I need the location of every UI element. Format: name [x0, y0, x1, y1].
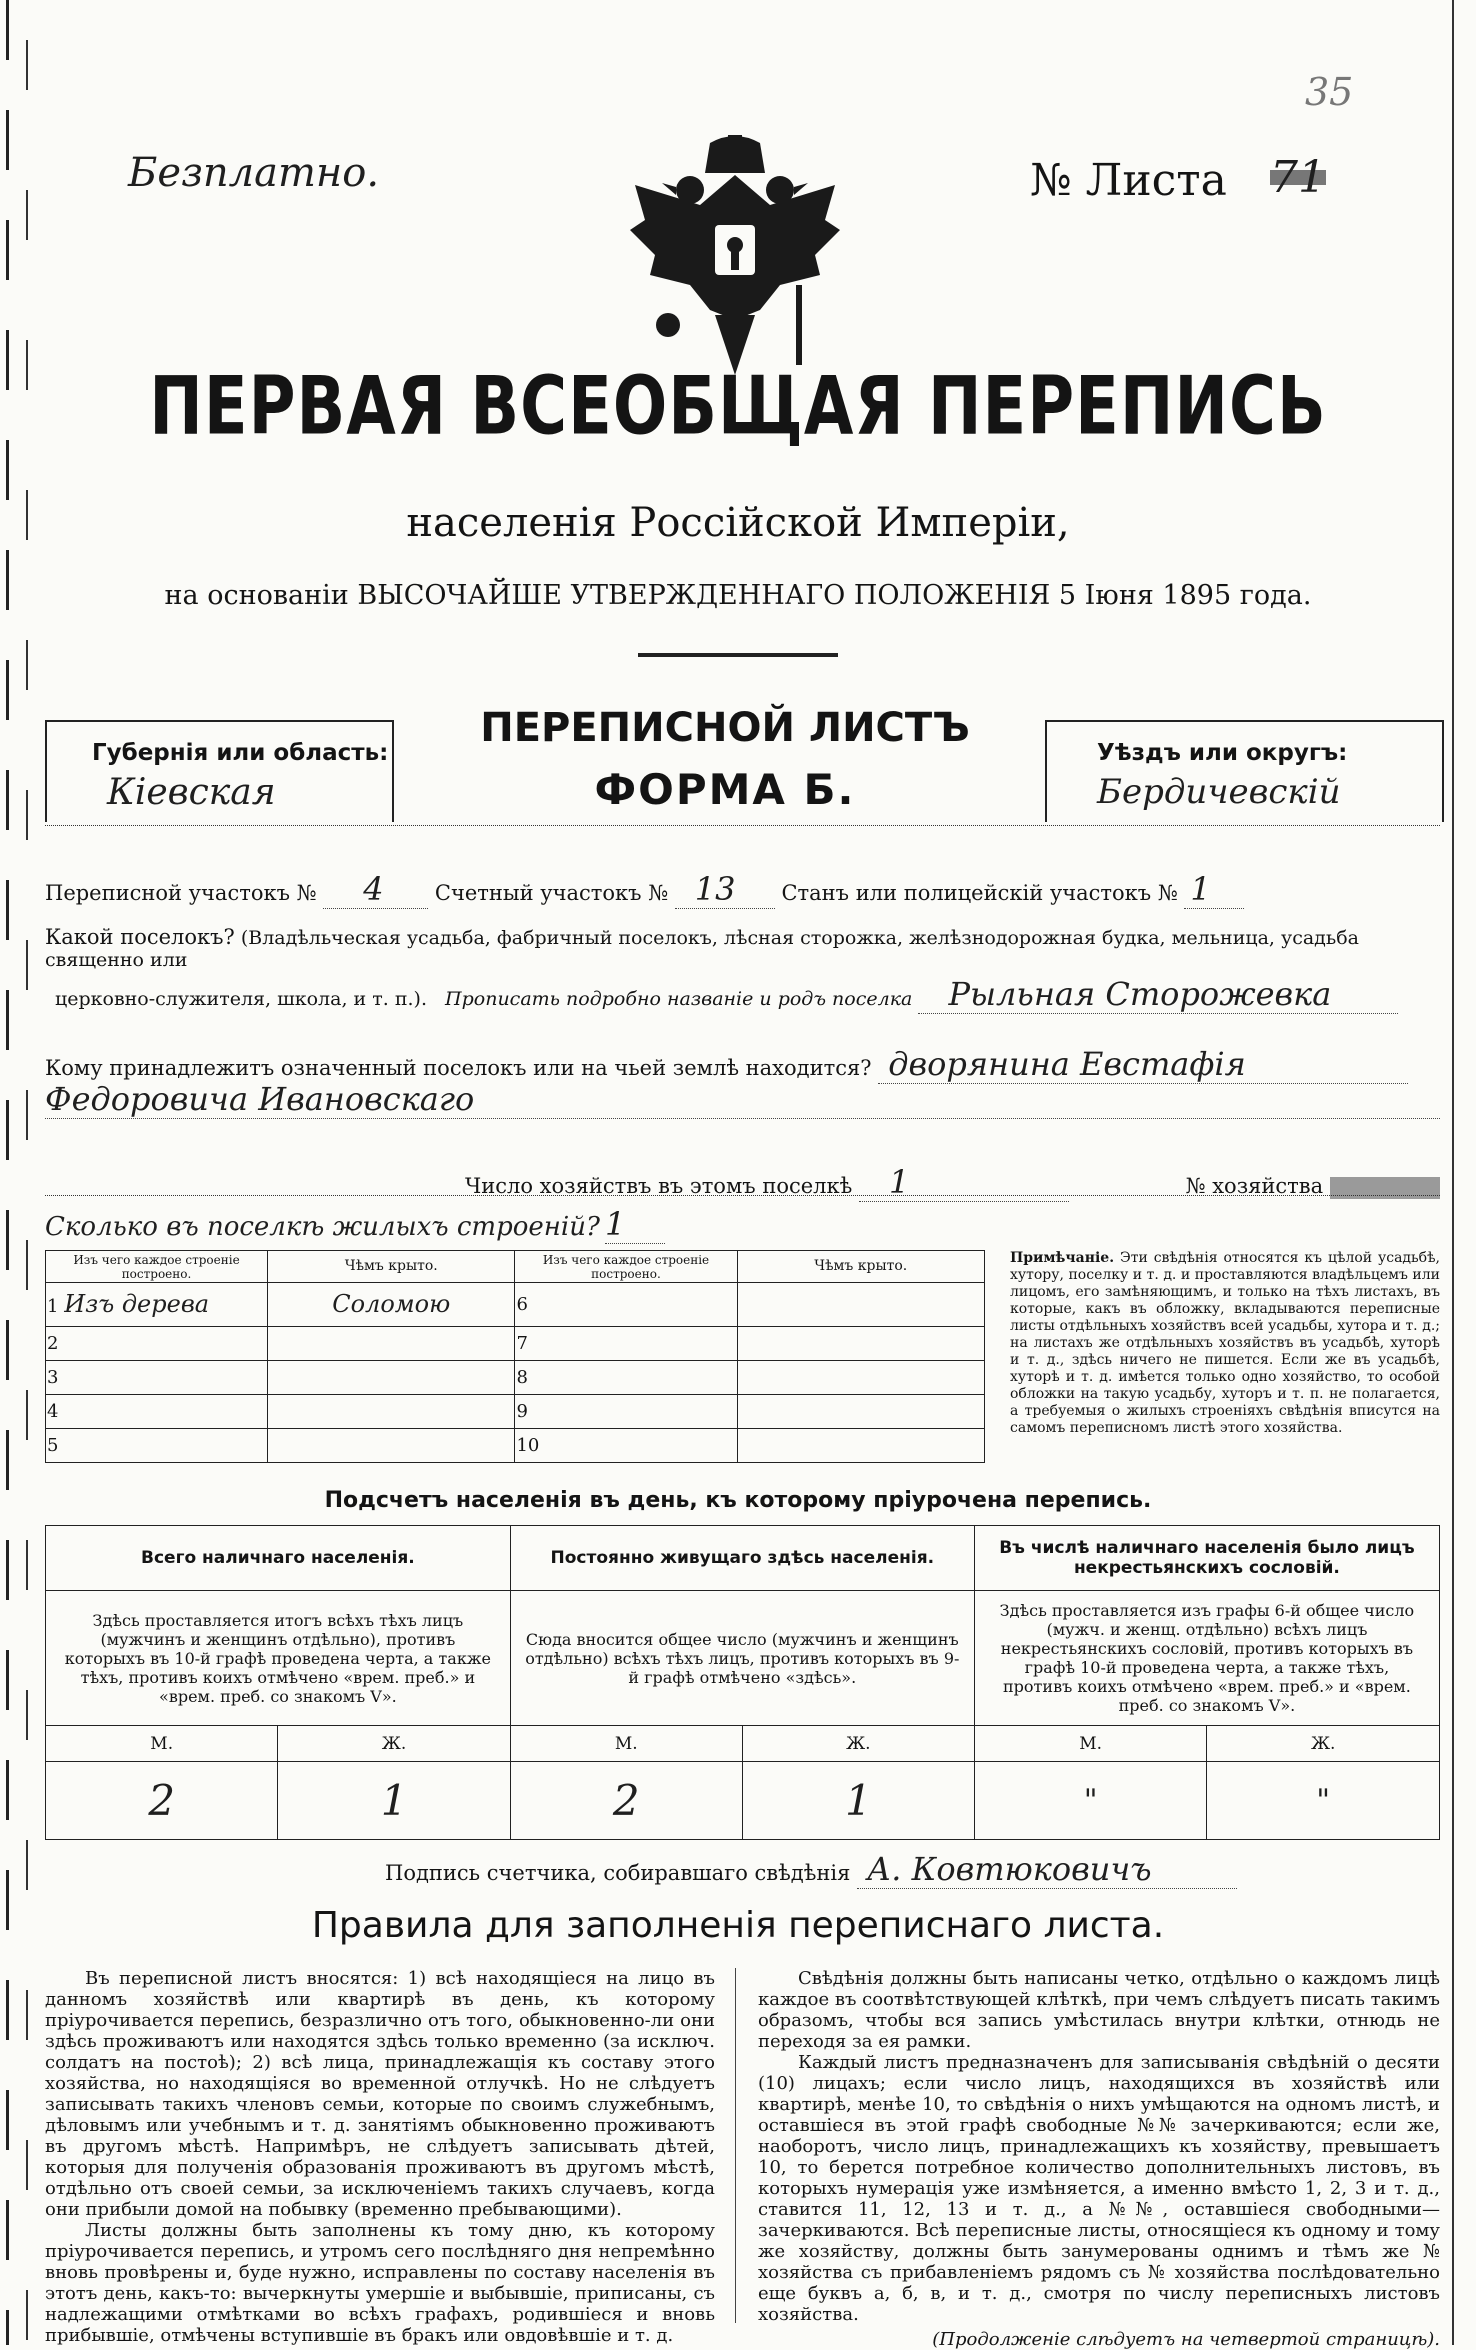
- building-number: 9: [516, 1400, 528, 1422]
- count-col2-head: Постоянно живущаго здѣсь населенія.: [510, 1526, 974, 1591]
- buildings-value: 1: [605, 1205, 665, 1244]
- count-m-3: М.: [974, 1726, 1207, 1762]
- signature-label: Подпись счетчика, собиравшаго свѣдѣнія: [385, 1861, 851, 1885]
- building-number: 2: [47, 1332, 59, 1354]
- signature-row: [385, 1850, 1385, 1889]
- households-label: Число хозяйствъ въ этомъ поселкѣ: [465, 1174, 853, 1198]
- building-row: [46, 1394, 985, 1428]
- subtitle: населенія Россійской Имперіи,: [406, 500, 1070, 546]
- count-value-c1z: 1: [278, 1762, 510, 1840]
- owner-value: дворянина Евстафія: [878, 1045, 1408, 1084]
- buildings-note: [1010, 1250, 1440, 1437]
- rules-left-p2: Листы должны быть заполнены къ тому дню, къ которому пріурочивается перепись, и утромъ сего послѣдняго дня непремѣнно вновь провѣрены и, буде нужно, исправлены по составу населенія въ этотъ день, какъ-то: вычеркнуты умершіе и выбывшіе, приписаны, съ надлежащими отмѣтками во всѣхъ графахъ, родившіеся и вновь прибывшіе, отмѣчены вступившіе въ бракъ или овдовѣвшіе и т. д.: [45, 2220, 715, 2346]
- poselok-row: [45, 925, 1440, 971]
- count-col1-head: Всего наличнаго населенія.: [46, 1526, 511, 1591]
- rules-left-p1: Въ переписной листъ вносятся: 1) всѣ находящіеся на лицо въ данномъ хозяйствѣ или квартирѣ въ день, къ которому пріурочивается перепись, безразлично отъ того, обыкновенно-ли они здѣсь проживаютъ или находятся здѣсь только временно (за исключ. солдатъ на постоѣ); 2) всѣ лица, принадлежащія къ составу этого хозяйства, но находящіяся во временной отлучкѣ. Но не слѣдуетъ записывать такихъ членовъ семьи, которые по своимъ служебнымъ, дѣловымъ или учебнымъ и т. д. занятіямъ обыкновенно проживаютъ въ другомъ мѣстѣ. Напримѣръ, не слѣдуетъ записывать дѣтей, которыя для полученія образованія проживаютъ въ другомъ мѣстѣ, отдѣльно отъ своей семьи, за исключеніемъ такихъ случаевъ, когда они прибыли домой на побывку (временно пребывающими).: [45, 1968, 715, 2220]
- note-text: Эти свѣдѣнія относятся къ цѣлой усадьбѣ, хутору, поселку и т. д. и проставляются владѣльцемъ или лицомъ, его замѣняющимъ, и только на тѣхъ листахъ, въ которые, какъ въ обложку, вкладываются переписные листы отдѣльныхъ хозяйствъ всей усадьбы, хутора и т. д.; на листахъ же отдѣльныхъ хозяйствъ въ усадьбѣ, хуторѣ и т. д., здѣсь ничего не пишется. Если же въ усадьбѣ, хуторѣ и т. д. имѣется только одно хозяйство, то особой обложки на такую усадьбу, хуторъ и т. п. не полагается, а требуемыя о жилыхъ строеніяхъ свѣдѣнія вписутся на самомъ переписномъ листѣ этого хозяйства.: [1010, 1250, 1440, 1436]
- poselok-value: Рыльная Сторожевка: [918, 975, 1398, 1014]
- poselok-instruction: Прописать подробно названіе и родъ поселка: [445, 988, 913, 1010]
- building-number: 10: [516, 1434, 540, 1456]
- basis-line: на основаніи ВЫСОЧАЙШЕ УТВЕРЖДЕННАГО ПОЛОЖЕНІЯ 5 Іюня 1895 года.: [164, 580, 1312, 611]
- sheet-number-value: 71: [1270, 152, 1326, 203]
- page-left-margin-marks: [6, 0, 9, 2345]
- households-value: 1: [859, 1163, 1069, 1202]
- count-col3-head: Въ числѣ наличнаго населенія было лицъ некрестьянскихъ сословій.: [974, 1526, 1439, 1591]
- count-m-1: М.: [46, 1726, 278, 1762]
- rules-column-divider: [735, 1968, 736, 2323]
- building-roof: Соломою: [332, 1290, 451, 1319]
- sheet-number-label: № Листа: [1030, 155, 1227, 206]
- count-table: [45, 1525, 1440, 1840]
- uezd-label: Уѣздъ или округъ:: [1097, 740, 1348, 766]
- fields-rule: [45, 1195, 1440, 1196]
- rules-right-p1: Свѣдѣнія должны быть написаны четко, отдѣльно о каждомъ лицѣ каждое въ соотвѣтствующей клѣткѣ, при чемъ слѣдуетъ писать такимъ образомъ, чтобы вся запись умѣстилась внутри клѣтки, отнюдь не переходя за ея рамки.: [758, 1968, 1440, 2052]
- count-m-2: М.: [510, 1726, 742, 1762]
- rules-right-p2: Каждый листъ предназначенъ для записыванія свѣдѣній о десяти (10) лицахъ; если число лицъ, находящихся въ хозяйствѣ или квартирѣ, менѣе 10, то свѣдѣнія о нихъ умѣщаются на одномъ листѣ, и оставшіеся въ этой графѣ свободные №№ зачеркиваются; если же, наоборотъ, число лицъ, принадлежащихъ къ хозяйству, превышаетъ 10, то берется потребное количество дополнительныхъ листовъ, въ которыхъ нумерація уже измѣняется, а именно вмѣсто 1, 2, 3 и т. д., ставится 11, 12, 13 и т. д., а №№, оставшіеся свободными—зачеркиваются. Всѣ переписные листы, относящіеся къ одному и тому же хозяйству, должны быть занумерованы однимъ и тѣмъ же № хозяйства съ прибавленіемъ рядомъ съ № хозяйства послѣдовательно еще буквъ а, б, в, и т. д., смотря по числу переписныхъ листовъ хозяйства.: [758, 2052, 1440, 2325]
- gubernia-label: Губернія или область:: [92, 740, 389, 766]
- rules-right-column: [758, 1968, 1440, 2350]
- count-value-c1m: 2: [46, 1762, 278, 1840]
- free-label: Безплатно.: [128, 150, 380, 196]
- uezd-box: [1045, 720, 1444, 822]
- poselok-hint-2: церковно-служителя, школа, и т. п.).: [55, 988, 427, 1010]
- household-no-label: № хозяйства: [1185, 1174, 1324, 1198]
- uchastok-row: [45, 870, 1440, 909]
- perepisnoy-label: Переписной участокъ №: [45, 881, 317, 905]
- rules-title: Правила для заполненія переписнаго листа.: [311, 1905, 1165, 1946]
- page-right-border: [1452, 0, 1454, 2345]
- building-row: [46, 1326, 985, 1360]
- buildings-label: Сколько въ поселкѣ жилыхъ строеній?: [45, 1212, 600, 1242]
- uezd-value: Бердичевскій: [1097, 772, 1341, 812]
- poselok-label: Какой поселокъ?: [45, 925, 235, 949]
- owner-row: [45, 1045, 1440, 1084]
- col-roof-right: Чѣмъ крыто.: [737, 1251, 985, 1283]
- building-number: 5: [47, 1434, 59, 1456]
- building-material: Изъ дерева: [64, 1290, 210, 1319]
- count-col3-text: Здѣсь проставляется изъ графы 6-й общее число (мужч. и женщ. отдѣльно) всѣхъ лицъ некрестьянскихъ сословій, противъ которыхъ въ графѣ 10-й проведена черта, а также тѣхъ, противъ коихъ отмѣчено «врем. преб.» и «врем. преб. со знакомъ V».: [974, 1591, 1439, 1726]
- building-row: [46, 1360, 985, 1394]
- note-title: Примѣчаніе.: [1010, 1250, 1115, 1266]
- poselok-hint: (Владѣльческая усадьба, фабричный поселокъ, лѣсная сторожка, желѣзнодорожная будка, мельница, усадьба священно или: [45, 927, 1359, 971]
- sheet-title: ПЕРЕПИСНОЙ ЛИСТЪ: [480, 705, 970, 751]
- gubernia-box: [45, 720, 394, 822]
- owner-value-2: Федоровича Ивановскаго: [45, 1080, 1440, 1119]
- count-value-c3z: ": [1207, 1762, 1440, 1840]
- rules-continued: (Продолженіе слѣдуетъ на четвертой страницѣ).: [932, 2329, 1440, 2350]
- divider: [638, 653, 838, 657]
- building-number: 8: [516, 1366, 528, 1388]
- schetny-label: Счетный участокъ №: [434, 881, 669, 905]
- count-value-c2z: 1: [742, 1762, 974, 1840]
- perepisnoy-value: 4: [323, 870, 428, 909]
- count-zh-3: Ж.: [1207, 1726, 1440, 1762]
- page-left-margin-marks-2: [26, 0, 28, 2345]
- count-col2-text: Сюда вносится общее число (мужчинъ и женщинъ отдѣльно) всѣхъ тѣхъ лицъ, противъ которыхъ въ 9-й графѣ отмѣчено «здѣсь».: [510, 1591, 974, 1726]
- form-name: ФОРМА Б.: [594, 765, 856, 814]
- page-title: ПЕРВАЯ ВСЕОБЩАЯ ПЕРЕПИСЬ: [149, 360, 1327, 454]
- schetny-value: 13: [675, 870, 775, 909]
- building-number: 1: [47, 1296, 59, 1318]
- owner-label: Кому принадлежитъ означенный поселокъ или на чьей землѣ находится?: [45, 1056, 872, 1080]
- stan-value: 1: [1184, 870, 1244, 909]
- count-zh-1: Ж.: [278, 1726, 510, 1762]
- col-roof-left: Чѣмъ крыто.: [268, 1251, 515, 1283]
- poselok-row-2: [55, 975, 1440, 1014]
- building-number: 7: [516, 1332, 528, 1354]
- building-number: 3: [47, 1366, 59, 1388]
- building-number: 6: [516, 1293, 528, 1315]
- signature-value: А. Ковтюковичъ: [857, 1850, 1237, 1889]
- count-value-c2m: 2: [510, 1762, 742, 1840]
- col-material-left: Изъ чего каждое строеніе построено.: [46, 1251, 268, 1283]
- count-zh-2: Ж.: [742, 1726, 974, 1762]
- count-title: Подсчетъ населенія въ день, къ которому пріурочена перепись.: [324, 1488, 1152, 1513]
- building-row: [46, 1283, 985, 1327]
- households-row: [45, 1163, 1440, 1202]
- col-material-right: Изъ чего каждое строеніе построено.: [515, 1251, 737, 1283]
- building-number: 4: [47, 1400, 59, 1422]
- form-header-rule: [45, 825, 1440, 828]
- building-row: [46, 1428, 985, 1462]
- count-col1-text: Здѣсь проставляется итогъ всѣхъ тѣхъ лицъ (мужчинъ и женщинъ отдѣльно), противъ которыхъ въ 10-й графѣ проведена черта, а также тѣхъ, противъ коихъ отмѣчено «врем. преб.» и «врем. преб. со знакомъ V».: [46, 1591, 511, 1726]
- buildings-row: [45, 1205, 745, 1244]
- gubernia-value: Кіевская: [107, 772, 276, 813]
- corner-mark: 35: [1305, 70, 1354, 114]
- count-value-c3m: ": [974, 1762, 1207, 1840]
- stan-label: Станъ или полицейскій участокъ №: [781, 881, 1178, 905]
- rules-left-column: [45, 1968, 715, 2346]
- imperial-eagle-emblem: [620, 135, 850, 380]
- buildings-table: [45, 1250, 985, 1463]
